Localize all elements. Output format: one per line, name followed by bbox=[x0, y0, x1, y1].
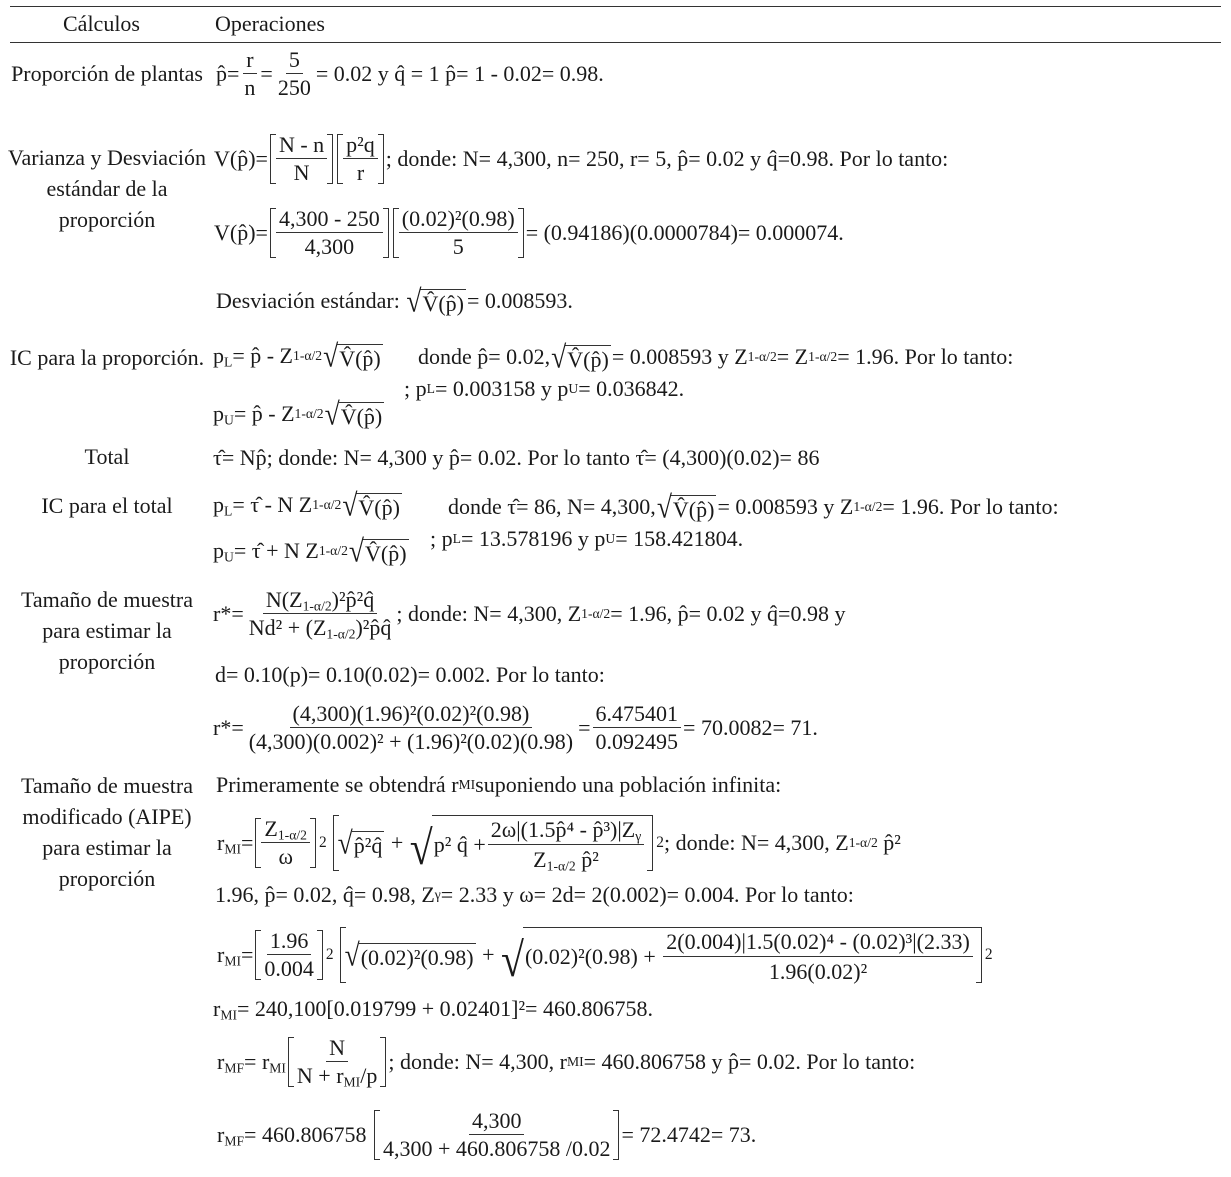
ic-total-bounds: $p_L$ = τ̂ - N Z 1-α/2 √ V̂(p̂) $p_U$ = τ̂ + N Z 1-α/2 √ V̂(p̂) bbox=[213, 486, 407, 569]
eq-proporcion: p̂= $\frac{r}{n}$ = $\frac{5}{250}$ = 0.02 y q̂ = 1 p̂= 1 - 0.02= 0.98. bbox=[216, 47, 604, 100]
eq-aipe-3: $r_{MI}=$ $\frac{1.96}{0.004}$ 2 √ (0.02)²(0.98) + √ (0.02)²(0.98) + $\frac{\text{2(0.004)|1.5(0.02)⁴ - (0.02)³|(2.33)}}{\text{1.96(0.02)²}}$ 2 bbox=[217, 928, 993, 988]
label-ic-total: IC para el total bbox=[41, 493, 173, 518]
aipe-intro: Primeramente se obtendrá r MI suponiendo una población infinita: bbox=[216, 772, 782, 797]
ic-prop-bounds: $p_L$ = p̂ - Z 1-α/2 √ V̂(p̂) $p_U$ = p̂ - Z 1-α/2 √ V̂(p̂) bbox=[213, 337, 383, 432]
eq-tamano-1: r*= $\frac{N(Z_{1-\alpha/2})^2p̂^2q̂}{Nd^2 + (Z_{1-\alpha/2})^2p̂q̂}$ ; donde: N= 4,300, Z 1-α/2 = 1.96, p̂= 0.02 y q̂=0.98 y bbox=[213, 587, 846, 642]
label-tamano: Tamaño de muestra para estimar la proporción bbox=[21, 587, 193, 674]
eq-tamano-3: r*= $\frac{\text{(4,300)(1.96)²(0.02)²(0.98)}}{\text{(4,300)(0.002)² + (1.96)²(0.02)(0.98)}}$ = $\frac{6.475401}{0.092495}$ = 70.0082= 71. bbox=[213, 701, 818, 754]
ic-prop-text2: ; p L = 0.003158 y p U = 0.036842. bbox=[404, 376, 685, 401]
label-total: Total bbox=[84, 444, 130, 469]
eq-aipe-mf: $r_{MF}= r_{MI}$ $\frac{N}{N + r_{MI}/p}$ ; donde: N= 4,300, r MI = 460.806758 y p̂= 0.02. Por lo tanto: bbox=[217, 1035, 916, 1090]
label-varianza: Varianza y Desviación estándar de la proporción bbox=[8, 145, 206, 232]
eq-desviacion: Desviación estándar: √ V̂(p̂) = 0.008593. bbox=[216, 282, 573, 319]
aipe-line4: $r_{MI}$ = 240,100[0.019799 + 0.02401]²= 460.806758. bbox=[213, 996, 653, 1023]
ic-prop-text1: donde p̂= 0.02, √ V̂(p̂) = 0.008593 y Z 1-α/2 = Z 1-α/2 = 1.96. Por lo tanto: bbox=[418, 338, 1014, 375]
top-rule bbox=[10, 6, 1221, 7]
header-calculos: Cálculos bbox=[63, 11, 140, 36]
ic-total-text2: ; p L = 13.578196 y p U = 158.421804. bbox=[430, 526, 744, 551]
eq-varianza-1: V(p̂)= $\frac{N - n}{N}$ $\frac{\text{p²q}}{r}$ ; donde: N= 4,300, n= 250, r= 5, p̂= 0.02 y q̂=0.98. Por lo tanto: bbox=[214, 132, 949, 185]
label-aipe: Tamaño de muestra modificado (AIPE) para estimar la proporción bbox=[21, 773, 193, 891]
eq-aipe-1: $r_{MI}=$ $\frac{Z_{1-\alpha/2}}{\omega}$ 2 √ p̂²q̂ + √ p² q̂ + $\frac{2\omega|(1.5p̂^4 - p̂^3)|Z_\gamma}{Z_{1-\alpha/2} p̂^2}$ 2 ; donde: N= 4,300, Z 1-α/2 p̂² bbox=[217, 816, 901, 876]
eq-aipe-mf2: $r_{MF}$ = 460.806758 $\frac{4,300}{4,300 + 460.806758 /0.02}$ = 72.4742= 73. bbox=[217, 1108, 757, 1161]
eq-varianza-2: V(p̂)= $\frac{4,300 - 250}{4,300}$ $\frac{\text{(0.02)²(0.98)}}{5}$ = (0.94186)(0.0000784)= 0.000074. bbox=[214, 206, 844, 259]
header-operaciones: Operaciones bbox=[215, 11, 325, 36]
ic-total-text1: donde τ̂= 86, N= 4,300, √ V̂(p̂) = 0.008593 y Z 1-α/2 = 1.96. Por lo tanto: bbox=[448, 488, 1059, 525]
aipe-line2: 1.96, p̂= 0.02, q̂= 0.98, Z γ = 2.33 y ω= 2d= 2(0.002)= 0.004. Por lo tanto: bbox=[215, 882, 854, 907]
total-text: τ̂= Np̂; donde: N= 4,300 y p̂= 0.02. Por lo tanto τ̂= (4,300)(0.02)= 86 bbox=[213, 445, 820, 470]
label-proporcion: Proporción de plantas bbox=[11, 61, 203, 86]
label-ic-proporcion: IC para la proporción. bbox=[9, 345, 205, 370]
header-rule bbox=[10, 42, 1221, 43]
tamano-line2: d= 0.10(p)= 0.10(0.02)= 0.002. Por lo tanto: bbox=[215, 662, 605, 687]
